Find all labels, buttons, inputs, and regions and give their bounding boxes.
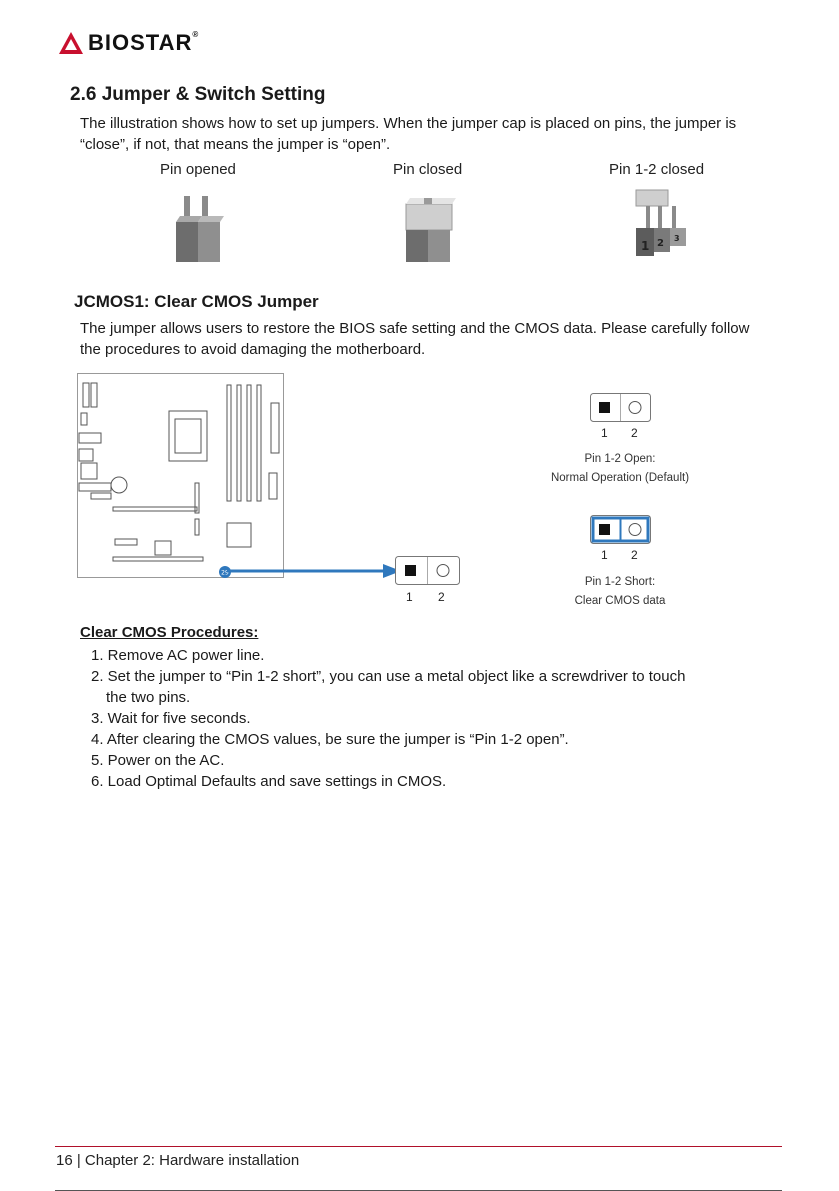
logo-text: BIOSTAR® xyxy=(88,30,200,55)
open-pin-1: 1 xyxy=(601,426,608,440)
large-pin-1: 1 xyxy=(406,590,413,604)
open-caption xyxy=(536,450,704,488)
jumper-open-diagram xyxy=(590,393,652,423)
procedure-step: 3. Wait for five seconds. xyxy=(91,710,251,727)
procedure-step: 4. After clearing the CMOS values, be sure the jumper is “Pin 1-2 open”. xyxy=(91,731,569,748)
open-caption-line-1: Pin 1-2 Open: xyxy=(584,453,656,465)
pin-1-2-closed-label: Pin 1-2 closed xyxy=(609,161,705,178)
procedures-title: Clear CMOS Procedures: xyxy=(80,624,259,641)
biostar-logo xyxy=(58,30,199,56)
large-pin-2: 2 xyxy=(438,590,445,604)
pin-digit-1: 1 xyxy=(641,239,650,253)
footer-rule-top xyxy=(55,1146,782,1147)
pin-digit-2: 2 xyxy=(657,238,664,249)
short-caption xyxy=(536,573,704,611)
procedure-step: 5. Power on the AC. xyxy=(91,752,225,769)
jumper-short-diagram xyxy=(590,515,652,545)
pin-closed-illustration xyxy=(400,194,460,266)
procedure-step: 6. Load Optimal Defaults and save settings in CMOS. xyxy=(91,773,447,790)
jcmos-description: The jumper allows users to restore the BIOS safe setting and the CMOS data. Please carefully follow the procedures to avoid damaging the motherboard. xyxy=(80,320,750,358)
motherboard-diagram xyxy=(77,373,285,579)
procedure-step xyxy=(91,666,751,708)
short-caption-line-2: Clear CMOS data xyxy=(574,595,666,607)
pin-1-2-closed-illustration xyxy=(632,188,692,260)
pin-opened-illustration xyxy=(172,194,228,266)
pin-digit-3: 3 xyxy=(674,234,680,243)
procedure-steps xyxy=(80,645,751,792)
open-caption-line-2: Normal Operation (Default) xyxy=(550,472,690,484)
procedure-step: 1. Remove AC power line. xyxy=(91,647,265,664)
short-caption-line-1: Pin 1-2 Short: xyxy=(584,576,656,588)
jcmos-callout-number: 29 xyxy=(221,569,229,577)
short-pin-2: 2 xyxy=(631,548,638,562)
procedure-step-continuation: the two pins. xyxy=(106,689,191,706)
clear-cmos-procedures xyxy=(80,624,751,792)
pin-closed-label: Pin closed xyxy=(393,161,463,178)
pointer-arrow xyxy=(225,563,405,579)
jcmos-jumper-large xyxy=(395,556,461,586)
procedure-step-text: 2. Set the jumper to “Pin 1-2 short”, you can use a metal object like a screwdriver to touch xyxy=(91,668,686,685)
jcmos-title: JCMOS1: Clear CMOS Jumper xyxy=(74,292,319,311)
logo-registered-mark: ® xyxy=(192,30,200,39)
short-pin-1: 1 xyxy=(601,548,608,562)
open-pin-2: 2 xyxy=(631,426,638,440)
section-title: 2.6 Jumper & Switch Setting xyxy=(70,84,326,105)
biostar-triangle-icon xyxy=(58,31,84,55)
pin-opened-label: Pin opened xyxy=(160,161,236,178)
section-intro: The illustration shows how to set up jumpers. When the jumper cap is placed on pins, the jumper is “close”, if not, that means the jumper is “open”. xyxy=(80,115,737,153)
page-footer: 16 | Chapter 2: Hardware installation xyxy=(56,1152,300,1169)
